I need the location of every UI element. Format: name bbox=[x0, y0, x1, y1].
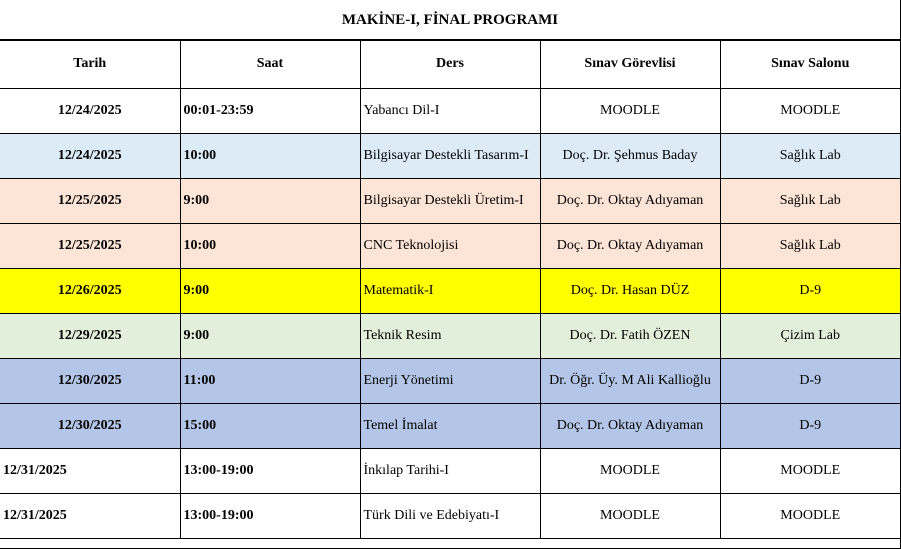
schedule-table bbox=[0, 41, 900, 539]
header-course: Ders bbox=[360, 41, 540, 88]
room-cell: D-9 bbox=[720, 268, 900, 313]
time-cell: 13:00-19:00 bbox=[180, 448, 360, 493]
time-cell: 9:00 bbox=[180, 178, 360, 223]
table-row bbox=[0, 133, 900, 178]
date-cell: 12/31/2025 bbox=[0, 448, 180, 493]
proctor-cell: Doç. Dr. Hasan DÜZ bbox=[540, 268, 720, 313]
table-row bbox=[0, 178, 900, 223]
date-cell: 12/24/2025 bbox=[0, 88, 180, 133]
date-cell: 12/31/2025 bbox=[0, 493, 180, 538]
room-cell: MOODLE bbox=[720, 493, 900, 538]
schedule-title: MAKİNE-I, FİNAL PROGRAMI bbox=[0, 0, 900, 41]
proctor-cell: Doç. Dr. Oktay Adıyaman bbox=[540, 403, 720, 448]
room-cell: MOODLE bbox=[720, 88, 900, 133]
time-cell: 11:00 bbox=[180, 358, 360, 403]
table-row bbox=[0, 358, 900, 403]
room-cell: Sağlık Lab bbox=[720, 178, 900, 223]
time-cell: 9:00 bbox=[180, 268, 360, 313]
room-cell: Sağlık Lab bbox=[720, 133, 900, 178]
room-cell: D-9 bbox=[720, 403, 900, 448]
proctor-cell: Dr. Öğr. Üy. M Ali Kallioğlu bbox=[540, 358, 720, 403]
course-cell: Temel İmalat bbox=[360, 403, 540, 448]
room-cell: MOODLE bbox=[720, 448, 900, 493]
room-cell: D-9 bbox=[720, 358, 900, 403]
proctor-cell: Doç. Dr. Oktay Adıyaman bbox=[540, 178, 720, 223]
course-cell: Teknik Resim bbox=[360, 313, 540, 358]
proctor-cell: MOODLE bbox=[540, 88, 720, 133]
room-cell: Sağlık Lab bbox=[720, 223, 900, 268]
time-cell: 00:01-23:59 bbox=[180, 88, 360, 133]
table-row bbox=[0, 493, 900, 538]
course-cell: Bilgisayar Destekli Üretim-I bbox=[360, 178, 540, 223]
date-cell: 12/25/2025 bbox=[0, 178, 180, 223]
room-cell: Çizim Lab bbox=[720, 313, 900, 358]
proctor-cell: Doç. Dr. Oktay Adıyaman bbox=[540, 223, 720, 268]
header-row bbox=[0, 41, 900, 88]
table-row bbox=[0, 223, 900, 268]
course-cell: Enerji Yönetimi bbox=[360, 358, 540, 403]
proctor-cell: MOODLE bbox=[540, 493, 720, 538]
date-cell: 12/26/2025 bbox=[0, 268, 180, 313]
date-cell: 12/24/2025 bbox=[0, 133, 180, 178]
course-cell: Bilgisayar Destekli Tasarım-I bbox=[360, 133, 540, 178]
proctor-cell: Doç. Dr. Şehmus Baday bbox=[540, 133, 720, 178]
schedule-rows bbox=[0, 88, 900, 538]
date-cell: 12/30/2025 bbox=[0, 403, 180, 448]
header-room: Sınav Salonu bbox=[720, 41, 900, 88]
table-row bbox=[0, 448, 900, 493]
time-cell: 13:00-19:00 bbox=[180, 493, 360, 538]
table-row bbox=[0, 268, 900, 313]
course-cell: Türk Dili ve Edebiyatı-I bbox=[360, 493, 540, 538]
header-proctor: Sınav Görevlisi bbox=[540, 41, 720, 88]
table-row bbox=[0, 313, 900, 358]
date-cell: 12/30/2025 bbox=[0, 358, 180, 403]
date-cell: 12/25/2025 bbox=[0, 223, 180, 268]
proctor-cell: Doç. Dr. Fatih ÖZEN bbox=[540, 313, 720, 358]
proctor-cell: MOODLE bbox=[540, 448, 720, 493]
time-cell: 10:00 bbox=[180, 133, 360, 178]
table-row bbox=[0, 88, 900, 133]
course-cell: İnkılap Tarihi-I bbox=[360, 448, 540, 493]
time-cell: 10:00 bbox=[180, 223, 360, 268]
time-cell: 9:00 bbox=[180, 313, 360, 358]
header-date: Tarih bbox=[0, 41, 180, 88]
header-time: Saat bbox=[180, 41, 360, 88]
course-cell: CNC Teknolojisi bbox=[360, 223, 540, 268]
date-cell: 12/29/2025 bbox=[0, 313, 180, 358]
table-row bbox=[0, 403, 900, 448]
course-cell: Yabancı Dil-I bbox=[360, 88, 540, 133]
course-cell: Matematik-I bbox=[360, 268, 540, 313]
time-cell: 15:00 bbox=[180, 403, 360, 448]
